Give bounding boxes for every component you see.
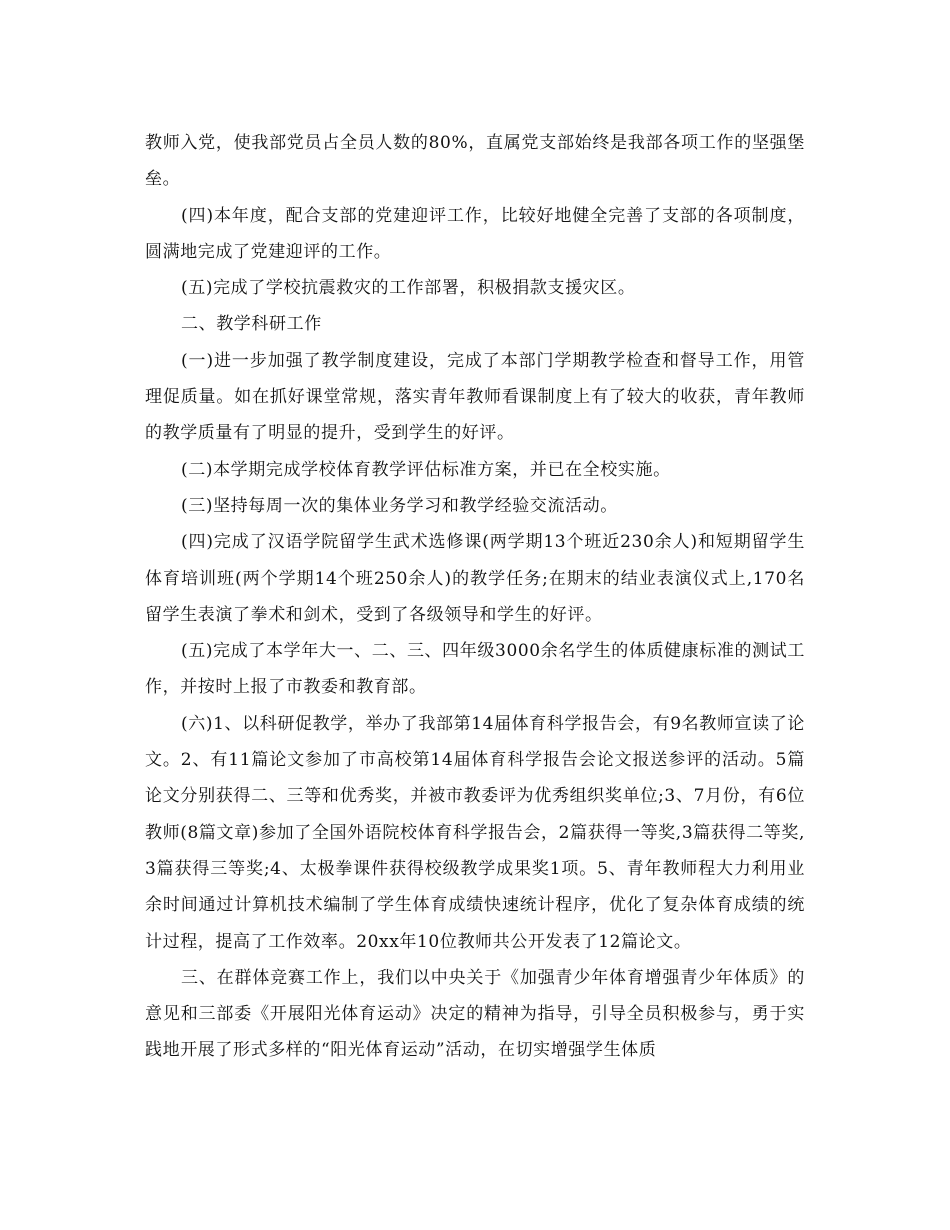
- paragraph: (五)完成了本学年大一、二、三、四年级3000余名学生的体质健康标准的测试工作，并按时上报了市教委和教育部。: [145, 641, 805, 698]
- section-heading: 二、教学科研工作: [181, 314, 322, 335]
- paragraph: (四)完成了汉语学院留学生武术选修课(两学期13个班近230余人)和短期留学生体育培训班(两个学期14个班250余人)的教学任务;在期末的结业表演仪式上,170名留学生表演了拳术和剑术，受到了各级领导和学生的好评。: [145, 532, 805, 625]
- paragraph: (一)进一步加强了教学制度建设，完成了本部门学期教学检查和督导工作，用管理促质量。如在抓好课堂常规，落实青年教师看课制度上有了较大的收获，青年教师的教学质量有了明显的提升，受到学生的好评。: [145, 350, 805, 444]
- paragraph: (六)1、以科研促教学，举办了我部第14届体育科学报告会，有9名教师宣读了论文。2、有11篇论文参加了市高校第14届体育科学报告会论文报送参评的活动。5篇论文分别获得二、三等和优秀奖，并被市教委评为优秀组织奖单位;3、7月份，有6位教师(8篇文章)参加了全国外语院校体育科学报告会，2篇获得一等奖,3篇获得二等奖,3篇获得三等奖;4、太极拳课件获得校级教学成果奖1项。5、青年教师程大力利用业余时间通过计算机技术编制了学生体育成绩快速统计程序，优化了复杂体育成绩的统计过程，提高了工作效率。20xx年10位教师共公开发表了12篇论文。: [145, 713, 805, 952]
- paragraph: (二)本学期完成学校体育教学评估标准方案，并已在全校实施。: [181, 459, 671, 480]
- paragraph: (四)本年度，配合支部的党建迎评工作，比较好地健全完善了支部的各项制度，圆满地完成了党建迎评的工作。: [145, 205, 805, 262]
- paragraph: 教师入党，使我部党员占全员人数的80%，直属党支部始终是我部各项工作的坚强堡垒。: [145, 133, 805, 190]
- paragraph: (三)坚持每周一次的集体业务学习和教学经验交流活动。: [181, 495, 618, 516]
- paragraph: (五)完成了学校抗震救灾的工作部署，积极捐款支援灾区。: [181, 278, 636, 299]
- paragraph: 三、在群体竞赛工作上，我们以中央关于《加强青少年体育增强青少年体质》的意见和三部委《开展阳光体育运动》决定的精神为指导，引导全员积极参与，勇于实践地开展了形式多样的“阳光体育运动”活动，在切实增强学生体质: [145, 967, 805, 1061]
- document-body: [145, 125, 805, 1069]
